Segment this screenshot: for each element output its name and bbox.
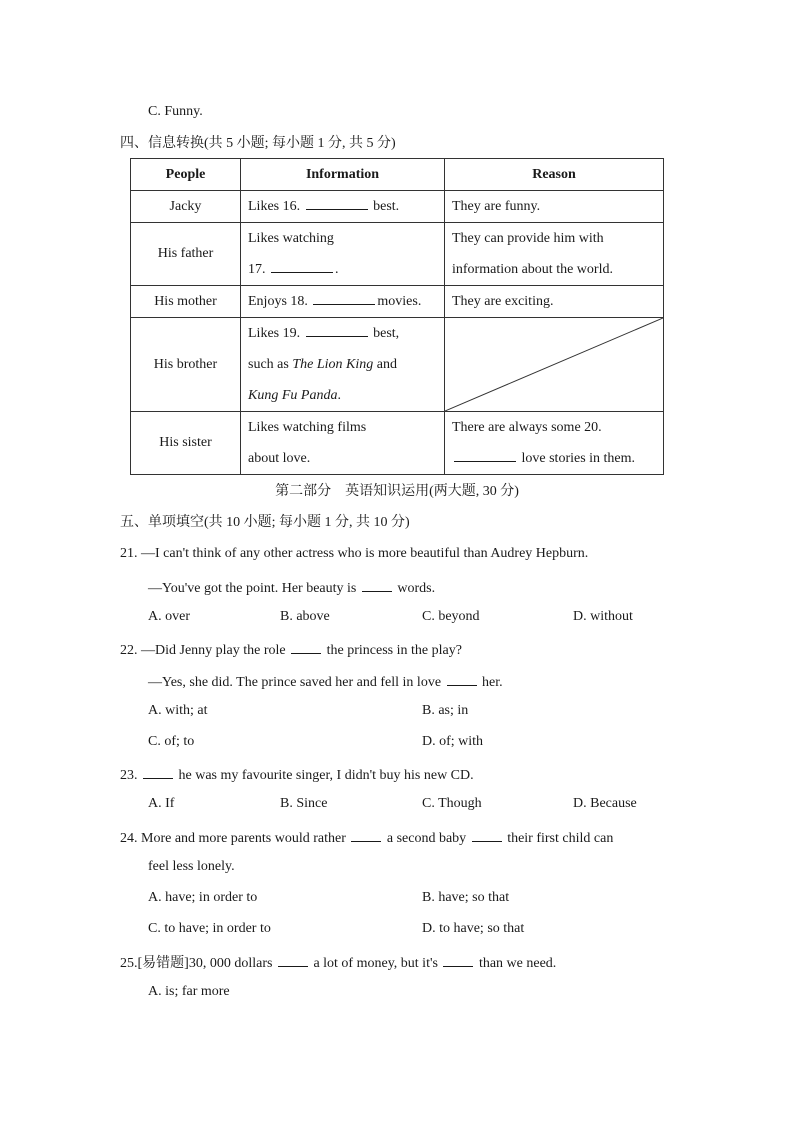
q21-option-a[interactable]: A. over xyxy=(148,609,190,624)
reason-cell: There are always some 20. love stories in them. xyxy=(445,412,664,475)
q21-option-d[interactable]: D. without xyxy=(573,609,633,624)
info-cell: Likes watching films about love. xyxy=(241,412,445,475)
info-cell: Likes 16. best. xyxy=(241,191,445,223)
blank[interactable] xyxy=(447,671,477,686)
diagonal-slash xyxy=(445,318,663,411)
reason-cell: They can provide him with information about the world. xyxy=(445,223,664,286)
q21-option-c[interactable]: C. beyond xyxy=(422,609,480,624)
question-25-stem: 25.[易错题]30, 000 dollars a lot of money, but it's than we need. xyxy=(120,952,556,973)
question-22-reply: —Yes, she did. The prince saved her and fell in love her. xyxy=(148,671,503,692)
header-information: Information xyxy=(241,159,445,191)
part2-title: 第二部分 英语知识运用(两大题, 30 分) xyxy=(275,484,519,499)
blank[interactable] xyxy=(143,764,173,779)
people-cell: His mother xyxy=(131,286,241,318)
info-cell: Likes 19. best, such as The Lion King and Kung Fu Panda. xyxy=(241,318,445,412)
people-cell: Jacky xyxy=(131,191,241,223)
q22-option-a[interactable]: A. with; at xyxy=(148,703,208,718)
header-people: People xyxy=(131,159,241,191)
blank-16[interactable] xyxy=(306,195,368,210)
q23-option-d[interactable]: D. Because xyxy=(573,796,637,811)
table-row xyxy=(131,286,664,318)
prev-option-c: C. Funny. xyxy=(148,104,203,119)
blank-19[interactable] xyxy=(306,322,368,337)
people-cell: His father xyxy=(131,223,241,286)
info-cell: Enjoys 18. movies. xyxy=(241,286,445,318)
blank-20[interactable] xyxy=(454,447,516,462)
question-24-continuation: feel less lonely. xyxy=(148,859,235,874)
people-cell: His brother xyxy=(131,318,241,412)
q21-option-b[interactable]: B. above xyxy=(280,609,330,624)
q23-option-c[interactable]: C. Though xyxy=(422,796,482,811)
q23-option-a[interactable]: A. If xyxy=(148,796,175,811)
q22-option-b[interactable]: B. as; in xyxy=(422,703,469,718)
table-row xyxy=(131,318,664,412)
header-reason: Reason xyxy=(445,159,664,191)
q24-option-a[interactable]: A. have; in order to xyxy=(148,890,258,905)
q24-option-b[interactable]: B. have; so that xyxy=(422,890,510,905)
q22-option-d[interactable]: D. of; with xyxy=(422,734,484,749)
table-row xyxy=(131,412,664,475)
section4-heading: 四、信息转换(共 5 小题; 每小题 1 分, 共 5 分) xyxy=(120,136,396,151)
blank[interactable] xyxy=(278,952,308,967)
table-row xyxy=(131,191,664,223)
q25-option-a[interactable]: A. is; far more xyxy=(148,984,230,999)
reason-cell-empty xyxy=(445,318,664,412)
question-24-stem: 24. More and more parents would rather a second baby their first child can xyxy=(120,827,613,848)
blank[interactable] xyxy=(291,639,321,654)
people-cell: His sister xyxy=(131,412,241,475)
blank[interactable] xyxy=(472,827,502,842)
q23-option-b[interactable]: B. Since xyxy=(280,796,328,811)
blank[interactable] xyxy=(443,952,473,967)
blank-18[interactable] xyxy=(313,290,375,305)
table-row xyxy=(131,223,664,286)
question-23-stem: 23. he was my favourite singer, I didn't buy his new CD. xyxy=(120,764,474,785)
question-21-stem: 21. —I can't think of any other actress who is more beautiful than Audrey Hepburn. xyxy=(120,546,589,561)
blank[interactable] xyxy=(362,577,392,592)
q24-option-c[interactable]: C. to have; in order to xyxy=(148,921,271,936)
reason-cell: They are exciting. xyxy=(445,286,664,318)
question-21-reply: —You've got the point. Her beauty is words. xyxy=(148,577,435,598)
question-22-stem: 22. —Did Jenny play the role the princess in the play? xyxy=(120,639,462,660)
reason-cell: They are funny. xyxy=(445,191,664,223)
info-transfer-table xyxy=(130,158,664,475)
info-cell: Likes watching 17. . xyxy=(241,223,445,286)
q24-option-d[interactable]: D. to have; so that xyxy=(422,921,525,936)
section5-heading: 五、单项填空(共 10 小题; 每小题 1 分, 共 10 分) xyxy=(120,515,410,530)
blank-17[interactable] xyxy=(271,258,333,273)
q22-option-c[interactable]: C. of; to xyxy=(148,734,195,749)
blank[interactable] xyxy=(351,827,381,842)
